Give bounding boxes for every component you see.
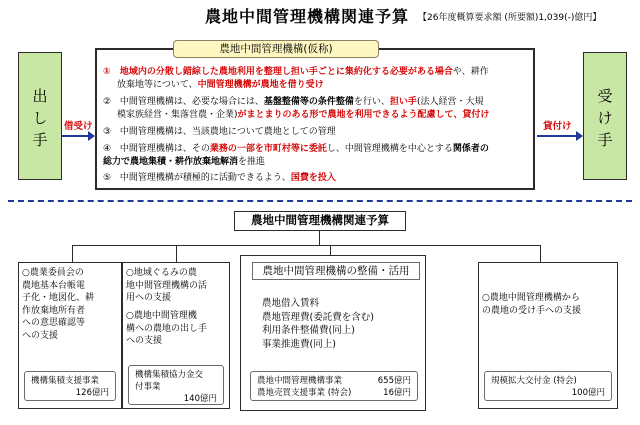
org-item-1: ① 地域内の分散し錯綜した農地利用を整理し担い手ごとに集約化する必要がある場合や、耕作 放棄地等について、中間管理機構が農地を借り受け <box>103 67 489 90</box>
fund-name-line1: 機構集積協力金交 <box>135 370 204 380</box>
connector-col3 <box>330 245 331 255</box>
fund-name: 機構集積支援事業 <box>31 376 100 386</box>
lender-char-2: し <box>32 109 48 127</box>
column-1-description: ○農業委員会の 農地基本台帳電 子化・地図化、耕 作放棄地所有者 への意思確認等 への支援 <box>22 268 95 341</box>
borrow-arrow-head <box>88 131 95 141</box>
fund-box-1 <box>24 371 116 401</box>
fund-box-3 <box>250 371 418 401</box>
page-title: 農地中間管理機構関連予算 <box>205 7 410 26</box>
item-number: ② <box>103 97 112 107</box>
column-2-description-a: ○地域ぐるみの農 地中間管理機構の活 用への支援 <box>126 268 208 303</box>
org-item-2: ② 中間管理機構は、必要な場合には、基盤整備等の条件整備を行い、担い手(法人経営・大規 模家族経営・集落営農・企業)がまとまりのある形で農地を利用できるよう配慮して、貸付け <box>103 97 490 120</box>
lend-arrow-head <box>576 131 583 141</box>
item-number: ③ <box>103 127 112 137</box>
org-item-4: ④ 中間管理機構は、その業務の一部を市町村等に委託し、中間管理機構を中心とする関係者の 総力で農地集積・耕作放棄地解消を推進 <box>103 144 489 167</box>
item-number: ⑤ <box>103 173 112 183</box>
lend-arrow-line <box>537 135 577 137</box>
fund-name: 農地中間管理機構事業 <box>257 376 343 386</box>
fund-amount: 100億円 <box>571 388 605 398</box>
receiver-char-1: 受 <box>597 87 613 105</box>
connector-col2 <box>176 245 177 262</box>
organization-title: 農地中間管理機構(仮称) <box>173 40 379 58</box>
header <box>0 4 640 26</box>
receiver-box <box>583 52 627 180</box>
connector-col1 <box>72 245 73 262</box>
org-item-3: ③ 中間管理機構は、当該農地について農地としての管理 <box>103 127 336 137</box>
fund-amount: 126億円 <box>75 388 109 398</box>
section-divider <box>8 200 632 202</box>
receiver-char-3: 手 <box>597 131 613 149</box>
lender-box <box>18 52 62 180</box>
lender-char-1: 出 <box>32 87 48 105</box>
column-3-items: 農地借入賃料 農地管理費(委託費を含む) 利用条件整備費(同上) 事業推進費(同上) <box>262 298 374 350</box>
budget-title: 農地中間管理機構関連予算 <box>234 211 406 231</box>
fund-amount: 655億円 <box>377 376 411 386</box>
column-3-subtitle: 農地中間管理機構の整備・活用 <box>252 262 420 280</box>
fund-amount: 140億円 <box>183 394 217 404</box>
fund-box-2 <box>128 365 224 405</box>
item-number: ① <box>103 67 111 77</box>
borrow-label: 借受け <box>64 121 93 132</box>
fund-name-line2: 付事業 <box>135 382 161 392</box>
fund-name: 農地売買支援事業 (特会) <box>257 388 352 398</box>
fund-box-4 <box>484 371 612 401</box>
column-4-description: ○農地中間管理機構から の農地の受け手への支援 <box>482 293 582 316</box>
fund-amount: 16億円 <box>383 388 411 398</box>
connector-horizontal <box>72 245 540 246</box>
item-number: ④ <box>103 144 112 154</box>
lender-char-3: 手 <box>32 131 48 149</box>
org-item-5: ⑤ 中間管理機構が積極的に活動できるよう、国費を投入 <box>103 173 336 183</box>
borrow-arrow-line <box>62 135 89 137</box>
connector-col4 <box>540 245 541 262</box>
budget-note: 【26年度概算要求額 (所要額)1,039(-)億円】 <box>418 13 602 23</box>
receiver-char-2: け <box>597 109 613 127</box>
fund-name: 規模拡大交付金 (特会) <box>491 376 577 386</box>
connector-vertical <box>319 231 320 245</box>
column-2-description-b: ○農地中間管理機 構への農地の出し手 への支援 <box>126 311 208 346</box>
lend-label: 貸付け <box>543 121 572 132</box>
